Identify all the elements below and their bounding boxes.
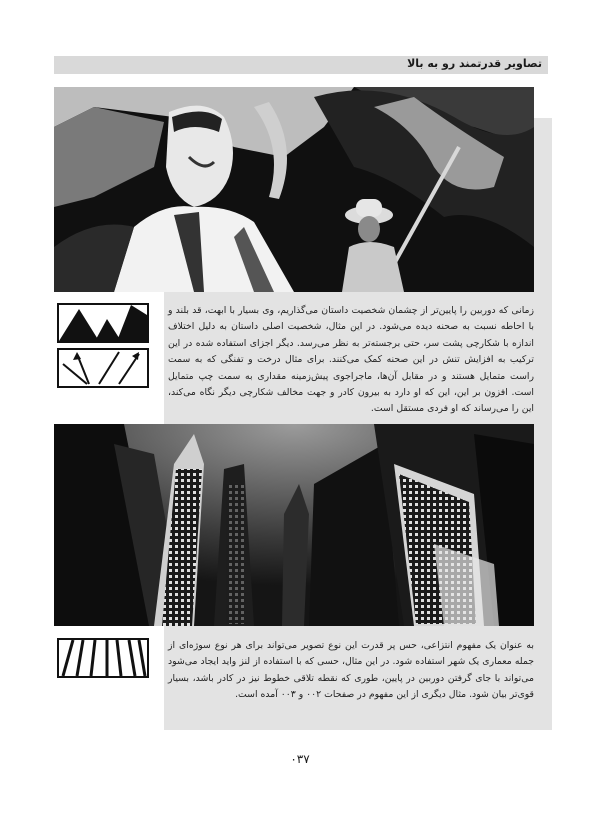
converging-lines-diagram-icon [57,638,149,678]
chapter-header-bar [54,56,548,74]
chapter-title: تصاویر قدرتمند رو به بالا [407,57,542,70]
noir-men-illustration [54,87,534,292]
city-skyscrapers-illustration [54,424,534,626]
page-number: ۰۳۷ [290,752,310,766]
panel1-paragraph: زمانی که دوربین را پایین‌تر از چشمان شخصیت داستان می‌گذاریم، وی بسیار با ابهت، قد بلند و با احاطه نسبت به صحنه دیده می‌شود. در این مثال، شخصیت اصلی داستان به دلیل اختلاف اندازه با شکارچی پشت سر، حتی برجسته‌تر به نظر می‌رسد. دیگر اجزای استفاده شده در این ترکیب به افزایش تنش در این صحنه کمک می‌کنند. برای مثال درخت و تفنگی که به سمت راست متمایل هستند و در مقابل آن‌ها، ماجراجوی پیش‌زمینه مقداری به سمت چپ متمایل است. افزون بر این، این که او دارد به بیرون کادر و جهت مخالف شکارچی دیگر نگاه می‌کند، این را می‌رساند که او فردی مستقل است. [168,305,534,415]
illustration-low-angle-men [54,87,534,292]
diagonal-arrows-diagram-icon [57,348,149,388]
panel2-paragraph: به عنوان یک مفهوم انتزاعی، حس پر قدرت این نوع تصویر می‌تواند برای هر نوع سوژه‌ای از جمله معماری یک شهر استفاده شود. در این مثال، حسی که با استفاده از لنز واید ایجاد می‌شود می‌تواند با جای گرفتن دوربین در پایین، طوری که نقطه تلاقی خطوط نیز در کادر باشد، بسیار قوی‌تر بیان شود. مثال دیگری از این مفهوم در صفحات ۰۰۲ و ۰۰۳ آمده است. [168,640,534,701]
low-angle-diagram-icon [57,303,149,343]
illustration-skyscrapers [54,424,534,626]
